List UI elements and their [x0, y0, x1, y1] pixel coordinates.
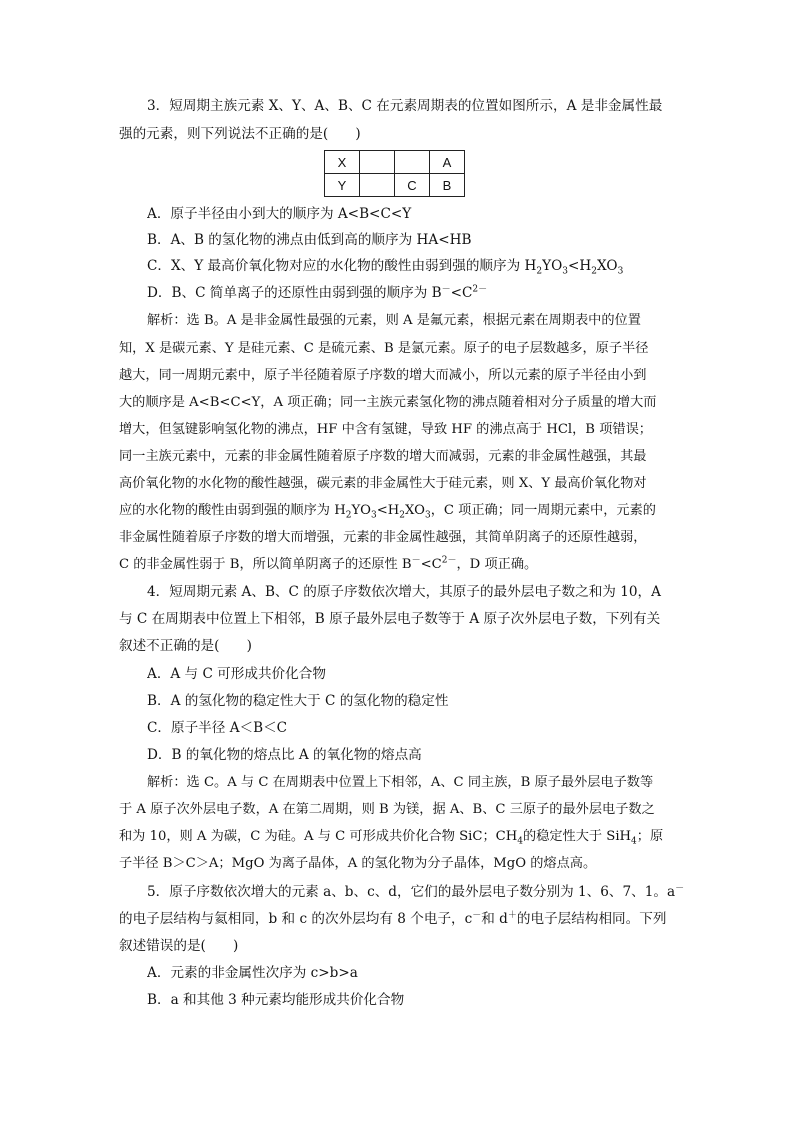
q3-analysis-line-2: 知，X 是碳元素、Y 是硅元素、C 是硫元素、B 是氯元素。原子的电子层数越多，原子半径 [119, 341, 649, 356]
q5-option-a: A．元素的非金属性次序为 c>b>a [147, 965, 358, 981]
cell-empty [360, 151, 395, 174]
q3-analysis-line-7: 高价氧化物的水化物的酸性越强，碳元素的非金属性大于硅元素，则 X、Y 最高价氧化物对 [119, 476, 647, 491]
q5-option-b: B．a 和其他 3 种元素均能形成共价化合物 [147, 992, 405, 1008]
q3-analysis-line-10: C 的非金属性弱于 B，所以简单阴离子的还原性 $B^-<C^{2-}$，D 项正确。 [119, 555, 538, 572]
q4-analysis-line-1: 解析：选 C。A 与 C 在周期表中位置上下相邻，A、C 同主族，B 原子最外层电子数等 [147, 775, 654, 790]
q4-analysis-line-2: 于 A 原子次外层电子数，A 在第二周期，则 B 为镁，据 A、B、C 三原子的最外层电子数之 [119, 802, 655, 817]
q4-option-b: B．A 的氢化物的稳定性大于 C 的氢化物的稳定性 [147, 693, 449, 709]
q3-analysis-line-1: 解析：选 B。A 是非金属性最强的元素，则 A 是氟元素，根据元素在周期表中的位置 [147, 313, 641, 328]
q3-stem-line-1: 3．短周期主族元素 X、Y、A、B、C 在元素周期表的位置如图所示，A 是非金属性最 [147, 98, 663, 114]
q4-stem-line-3: 叙述不正确的是( ) [119, 638, 252, 654]
q5-stem-line-1: 5．原子序数依次增大的元素 a、b、c、d，它们的最外层电子数分别为 1、6、7、1。a－ [147, 883, 685, 900]
cell-a: A [430, 151, 465, 174]
q3-analysis-line-5: 增大，但氢键影响氢化物的沸点，HF 中含有氢键，导致 HF 的沸点高于 HCl，B 项错误； [119, 422, 652, 437]
q3-option-a: A．原子半径由小到大的顺序为 A<B<C<Y [147, 206, 412, 222]
q3-analysis-line-8: 应的水化物的酸性由弱到强的顺序为 $H_2YO_3<H_2XO_3$，C 项正确；同一周期元素中，元素的 [119, 503, 656, 521]
q4-option-d: D．B 的氧化物的熔点比 A 的氧化物的熔点高 [147, 747, 422, 763]
cell-empty [360, 174, 395, 197]
cell-empty [395, 151, 430, 174]
q4-option-a: A．A 与 C 可形成共价化合物 [147, 666, 326, 682]
q3-analysis-line-3: 越大，同一周期元素中，原子半径随着原子序数的增大而减小，所以元素的原子半径由小到 [119, 368, 647, 383]
q4-stem-line-1: 4．短周期元素 A、B、C 的原子序数依次增大，其原子的最外层电子数之和为 10，A [147, 584, 661, 600]
q4-analysis-line-4: 子半径 B＞C＞A；MgO 为离子晶体，A 的氢化物为分子晶体，MgO 的熔点高。 [119, 856, 597, 871]
periodic-table-grid [324, 150, 465, 197]
q3-option-d: D．B、C 简单离子的还原性由弱到强的顺序为 $B^-<C^{2-}$ [147, 284, 488, 301]
q5-stem-line-2: 的电子层结构与氦相同，b 和 c 的次外层均有 8 个电子，c－和 d＋的电子层结构相同。下列 [119, 910, 667, 927]
cell-b: B [430, 174, 465, 197]
q4-analysis-line-3: 和为 10，则 A 为碳，C 为硅。A 与 C 可形成共价化合物 SiC；$CH_4$的稳定性大于 SiH$_4$；原 [119, 829, 664, 847]
cell-y: Y [325, 174, 360, 197]
q3-stem-line-2: 强的元素，则下列说法不正确的是( ) [119, 126, 361, 142]
periodic-row-2 [325, 174, 465, 197]
q3-analysis-line-4: 大的顺序是 A<B<C<Y，A 项正确；同一主族元素氢化物的沸点随着相对分子质量的增大而 [119, 395, 657, 410]
q3-option-b: B．A、B 的氢化物的沸点由低到高的顺序为 HA<HB [147, 232, 472, 248]
q4-stem-line-2: 与 C 在周期表中位置上下相邻，B 原子最外层电子数等于 A 原子次外层电子数，下列有关 [119, 611, 661, 627]
q3-option-c: C．X、Y 最高价氧化物对应的水化物的酸性由弱到强的顺序为 $H_2YO_3<H_2XO_3$ [147, 258, 624, 277]
q3-analysis-line-9: 非金属性随着原子序数的增大而增强，元素的非金属性越强，其简单阴离子的还原性越弱， [119, 530, 647, 545]
q3-analysis-line-6: 同一主族元素中，元素的非金属性随着原子序数的增大而减弱，元素的非金属性越强，其最 [119, 449, 647, 464]
cell-c: C [395, 174, 430, 197]
q4-option-c: C．原子半径 A＜B＜C [147, 720, 288, 736]
q5-stem-line-3: 叙述错误的是( ) [119, 938, 239, 954]
periodic-row-1 [325, 151, 465, 174]
cell-x: X [325, 151, 360, 174]
